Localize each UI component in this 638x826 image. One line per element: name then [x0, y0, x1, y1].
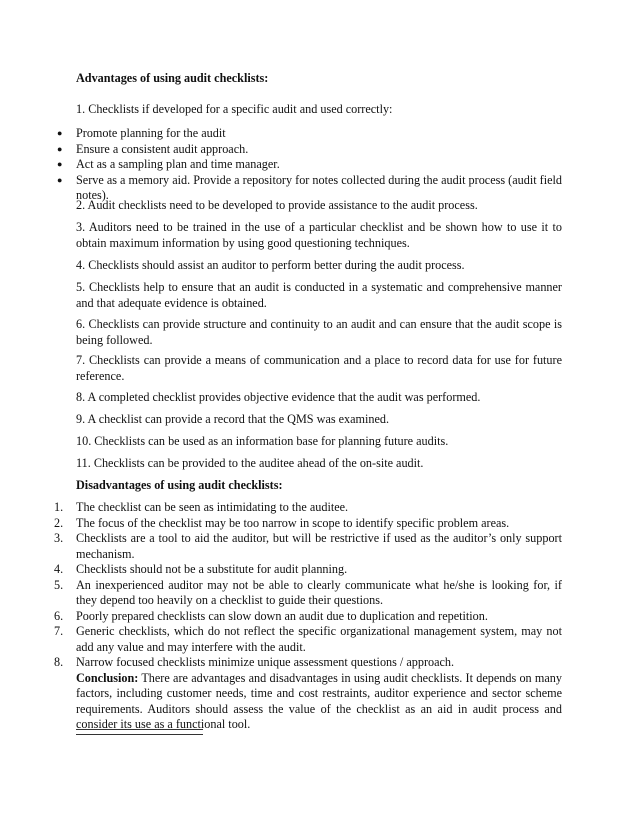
conclusion-text: There are advantages and disadvantages in using audit checklists. It depends on many factors, including customer needs, time and cost restraints, auditor experience and sector scheme requirements. Auditors should assess the value of the checklist as an aid in audit process and consider its use as a functional tool. [76, 670, 562, 731]
list-item: 8. Narrow focused checklists minimize unique assessment questions / approach. [54, 655, 455, 669]
separator-line [76, 729, 203, 735]
bullet-icon: ● [57, 143, 63, 154]
advantage-point: 3. Auditors need to be trained in the use of a particular checklist and be shown how to use it to obtain maximum information by using good questioning techniques. [76, 220, 562, 250]
bullet-icon: ● [57, 128, 63, 138]
bullet-item: ● Act as a sampling plan and time manager. [57, 157, 280, 171]
conclusion-label: Conclusion: [76, 670, 139, 685]
advantage-point: 9. A checklist can provide a record that the QMS was examined. [76, 412, 390, 426]
advantage-point: 4. Checklists should assist an auditor to perform better during the audit process. [76, 258, 465, 272]
list-item: 7. Generic checklists, which do not reflect the specific organizational management system, may not add any value and may interfere with the audit. [54, 624, 562, 654]
advantage-point: 6. Checklists can provide structure and continuity to an audit and can ensure that the audit scope is being followed. [76, 317, 562, 347]
list-item: 2. The focus of the checklist may be too narrow in scope to identify specific problem areas. [54, 515, 510, 530]
bullet-item: ● Serve as a memory aid. Provide a repository for notes collected during the audit process (audit field notes). [57, 172, 562, 202]
conclusion-paragraph [0, 671, 562, 733]
list-item: 1. The checklist can be seen as intimidating to the auditee. [54, 500, 349, 514]
bullet-icon: ● [57, 159, 63, 169]
advantage-point: 10. Checklists can be used as an information base for planning future audits. [76, 434, 449, 448]
list-item: 5. An inexperienced auditor may not be able to clearly communicate what he/she is looking for, if they depend too heavily on a checklist to guide their questions. [54, 577, 562, 607]
advantage-point: 2. Audit checklists need to be developed to provide assistance to the audit process. [76, 198, 478, 212]
advantages-intro: 1. Checklists if developed for a specific audit and used correctly: [76, 102, 393, 116]
bullet-icon: ● [57, 174, 63, 185]
list-item: 4. Checklists should not be a substitute for audit planning. [54, 562, 348, 576]
advantage-point: 11. Checklists can be provided to the auditee ahead of the on-site audit. [76, 456, 424, 470]
advantage-point: 5. Checklists help to ensure that an audit is conducted in a systematic and comprehensive manner and that adequate evidence is obtained. [76, 280, 562, 310]
disadvantages-list [0, 500, 562, 733]
advantage-point: 7. Checklists can provide a means of communication and a place to record data for use for future reference. [76, 353, 562, 383]
list-item: 6. Poorly prepared checklists can slow down an audit due to duplication and repetition. [54, 608, 488, 623]
list-item: 3. Checklists are a tool to aid the auditor, but will be restrictive if used as the auditor’s only support mechanism. [54, 531, 562, 561]
advantage-point: 8. A completed checklist provides objective evidence that the audit was performed. [76, 390, 481, 404]
bullet-item: ● Promote planning for the audit [57, 126, 226, 140]
bullet-item: ● Ensure a consistent audit approach. [57, 141, 249, 156]
disadvantages-heading: Disadvantages of using audit checklists: [76, 478, 283, 492]
advantages-heading: Advantages of using audit checklists: [76, 71, 269, 85]
advantages-bullet-list [0, 126, 562, 204]
